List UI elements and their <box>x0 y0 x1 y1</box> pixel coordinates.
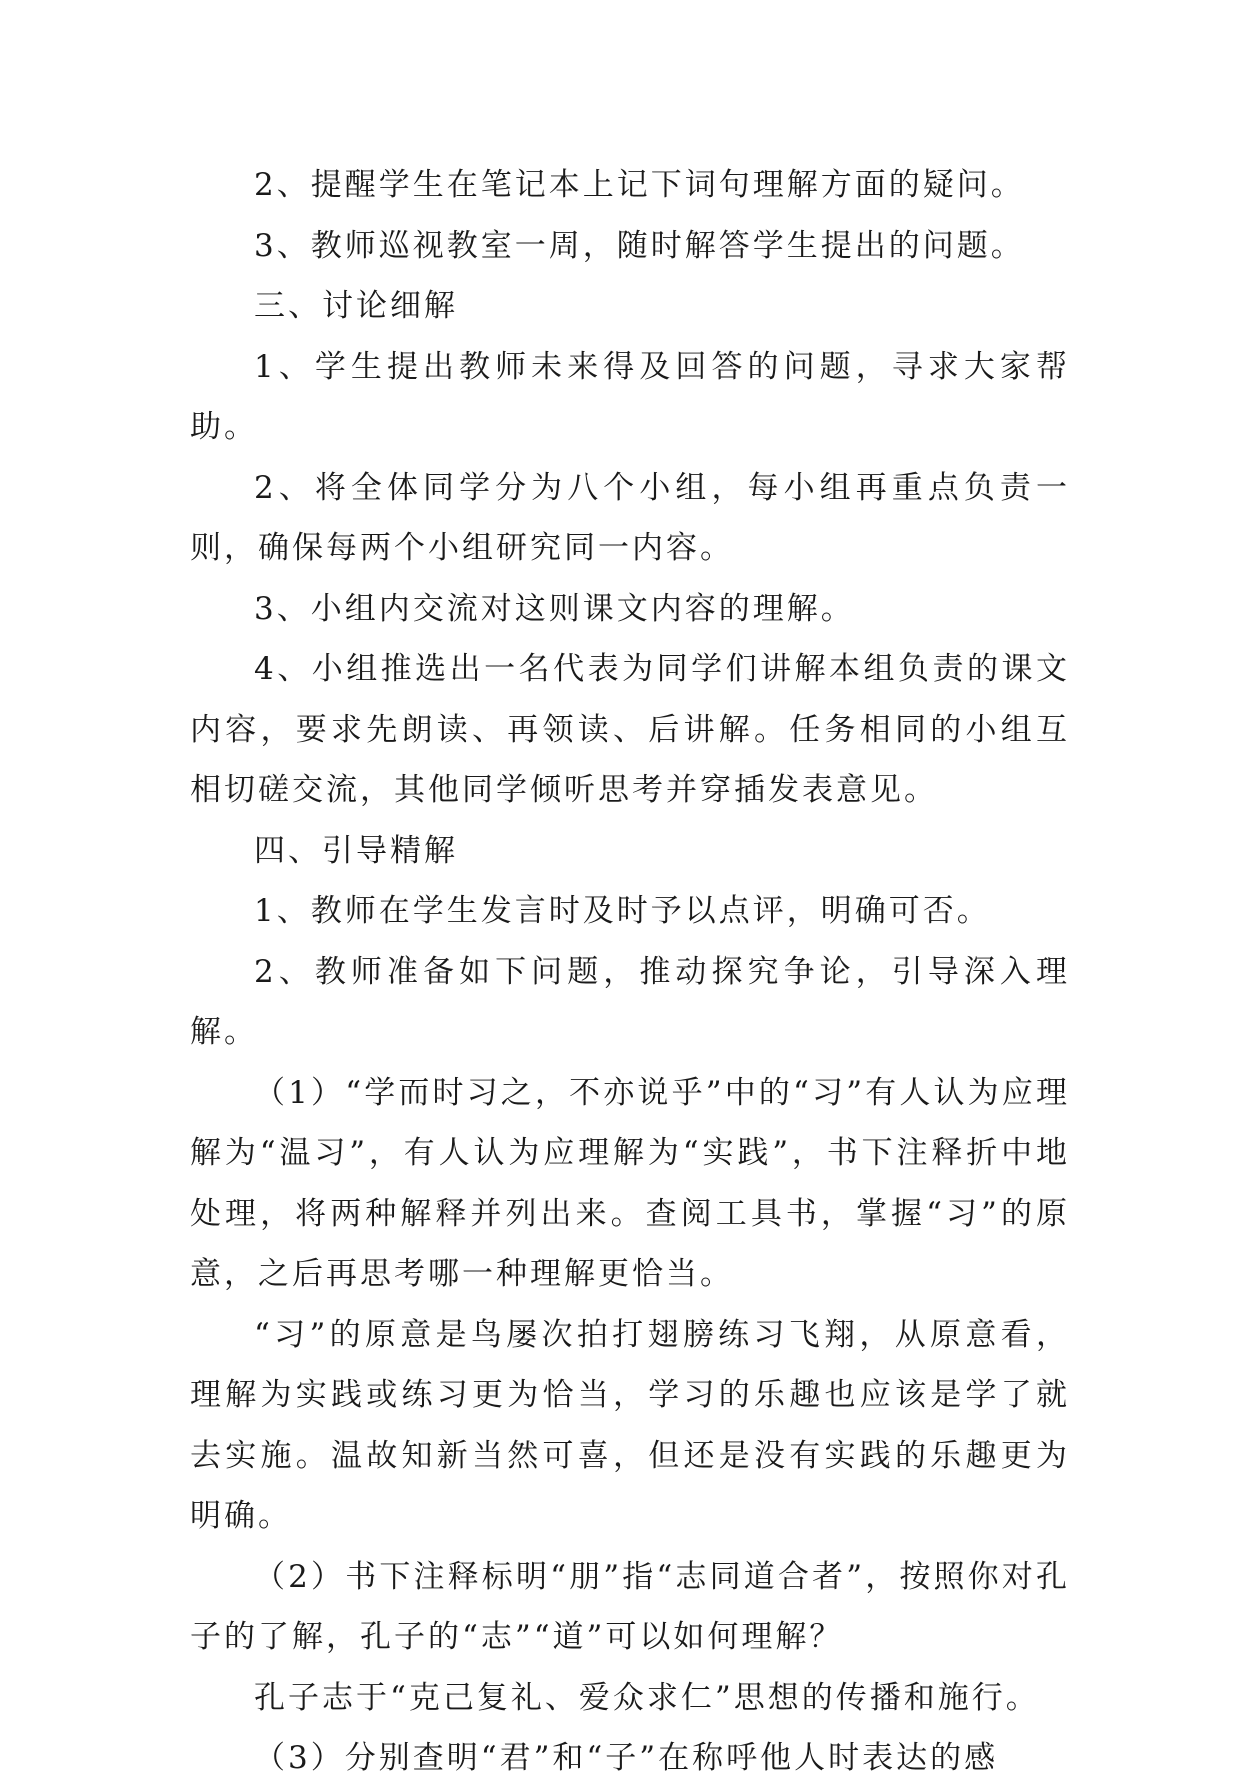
paragraph: 2、提醒学生在笔记本上记下词句理解方面的疑问。 <box>254 167 1025 203</box>
paragraph: 2、将全体同学分为八个小组，每小组再重点负责一则，确保每两个小组研究同一内容。 <box>190 469 1070 566</box>
paragraph: 3、教师巡视教室一周，随时解答学生提出的问题。 <box>254 227 1025 264</box>
paragraph: 1、教师在学生发言时及时予以点评，明确可否。 <box>254 893 991 929</box>
paragraph: （3）分别查明“君”和“子”在称呼他人时表达的感 <box>254 1740 999 1776</box>
paragraph: 4、小组推选出一名代表为同学们讲解本组负责的课文内容，要求先朗读、再领读、后讲解。任务相同的小组互相切磋交流，其他同学倾听思考并穿插发表意见。 <box>190 651 1070 808</box>
paragraph: 孔子志于“克己复礼、爱众求仁”思想的传播和施行。 <box>254 1679 1040 1716</box>
section-heading: 三、讨论细解 <box>254 288 458 324</box>
paragraph: （1）“学而时习之，不亦说乎”中的“习”有人认为应理解为“温习”，有人认为应理解为“实践”，书下注释折中地处理，将两种解释并列出来。查阅工具书，掌握“习”的原意，之后再思考哪一种理解更恰当。 <box>190 1074 1070 1292</box>
paragraph: 3、小组内交流对这则课文内容的理解。 <box>254 590 855 627</box>
paragraph: “习”的原意是鸟屡次拍打翅膀练习飞翔，从原意看，理解为实践或练习更为恰当，学习的乐趣也应该是学了就去实施。温故知新当然可喜，但还是没有实践的乐趣更为明确。 <box>190 1316 1070 1534</box>
paragraph: 2、教师准备如下问题，推动探究争论，引导深入理解。 <box>190 953 1070 1050</box>
document-body <box>190 155 1070 1789</box>
paragraph: 1、学生提出教师未来得及回答的问题，寻求大家帮助。 <box>190 348 1070 445</box>
paragraph: （2）书下注释标明“朋”指“志同道合者”，按照你对孔子的了解，孔子的“志”“道”可以如何理解？ <box>190 1558 1070 1655</box>
section-heading: 四、引导精解 <box>254 832 458 869</box>
